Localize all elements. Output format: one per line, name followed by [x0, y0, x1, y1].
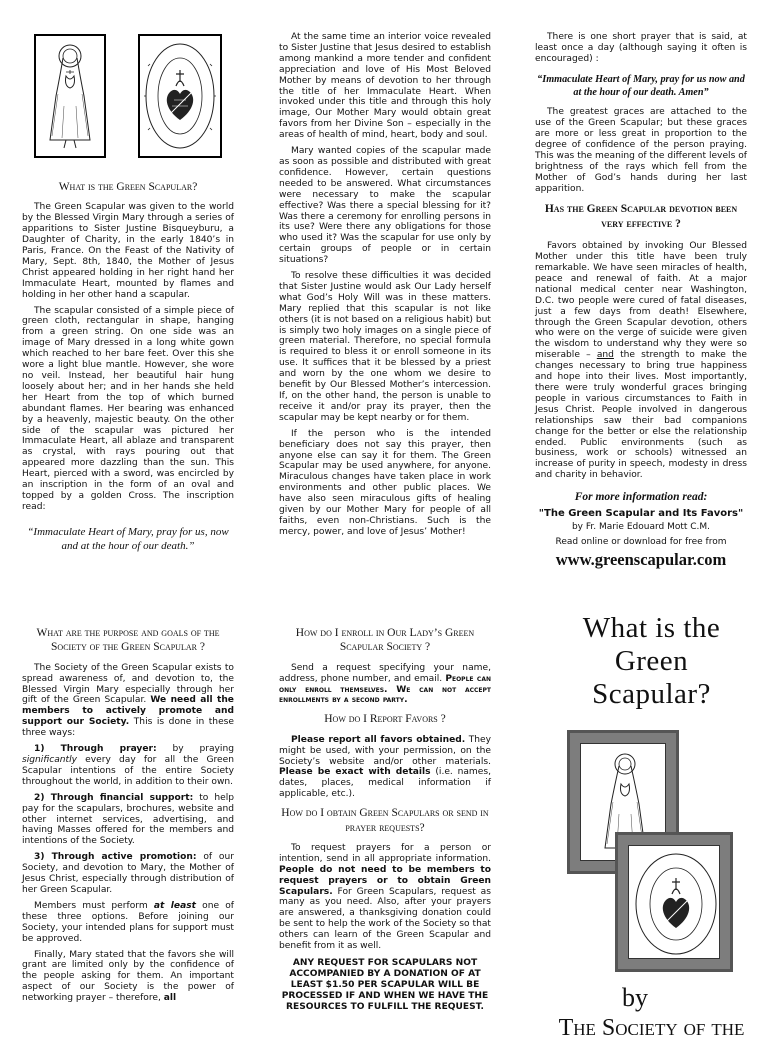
text: For Green Scapulars, request as many as you need. Also, after your prayers are answered, a thanksgiving donation could be sent to help the work of the Society so that others can learn of the Green Scapular and benefit from it as well.	[279, 886, 491, 952]
text: and	[596, 350, 614, 361]
paragraph	[22, 901, 234, 945]
prayer-quote: “Immaculate Heart of Mary, pray for us now and at the hour of our death. Amen”	[537, 73, 745, 98]
cover-title	[535, 612, 768, 710]
more-info-block	[535, 491, 747, 569]
more-info-label: For more information read:	[574, 491, 708, 504]
text: People do not need to be members to request prayers or to obtain Green Scapulars.	[279, 864, 491, 897]
panel-2	[279, 32, 491, 562]
panel-1	[22, 32, 234, 562]
text: Send a request specifying your name, address, phone number, and email.	[279, 662, 491, 684]
paragraph: The greatest graces are attached to the use of the Green Scapular; but these graces are more or less great in proportion to the degree of confidence of the person praying. This was the meaning of the different levels of brightness of the rays which fell from the Mother of God’s hands during her last apparition.	[535, 107, 747, 194]
prayer-quote: “Immaculate Heart of Mary, pray for us, now and at the hour of our death.”	[27, 525, 229, 553]
text: every day for all the Green Scapular intentions of the entire Society throughout the world, in addition to their own.	[22, 755, 234, 787]
paragraph: At the same time an interior voice revealed to Sister Justine that Jesus desired to establish among mankind a more tender and confident appreciation and love of His Most Beloved Mother by means of devotion to her through the title of her Immaculate Heart. When invoked under this title and through this holy image, Our Mother Mary would obtain great favors from her Divine Son – especially in the areas of health of mind, heart, body and soul.	[279, 32, 491, 141]
website-link[interactable]: www.greenscapular.com	[555, 549, 727, 569]
panel-3	[535, 32, 747, 569]
paragraph: If the person who is the intended beneficiary does not say this prayer, then anyone else can say it for them. The Green Scapular may be used anywhere, for anyone. Miraculous changes have taken place in work environments and other public places. We have also seen miraculous gifts of healing given by our Mother Mary for people of all faiths, even non-Christians. Such is the mercy, power, and love of Jesus’ Mother!	[279, 428, 491, 537]
text: 2) Through financial support:	[34, 792, 194, 803]
stamp-frame	[628, 845, 720, 959]
text: 3) Through active promotion:	[34, 852, 197, 863]
paragraph	[535, 241, 747, 481]
paragraph: Mary wanted copies of the scapular made as soon as possible and distributed with great confidence. However, certain questions needed to be answered. What circumstances were necessary to make the scapular effective? Was there a special blessing for it? Was there a ceremony for enrolling persons in its use? Were there any obligations for those who used it? Was the scapular for use only by certain groups of people or in certain situations?	[279, 146, 491, 266]
paragraph	[279, 735, 491, 800]
text: This is done in these three ways:	[22, 717, 235, 739]
text: Please be exact with details	[279, 767, 431, 778]
paragraph	[22, 793, 234, 848]
heart-oval-icon	[140, 36, 220, 156]
text: We need all the members to actively promote and support our Society.	[22, 695, 234, 728]
text: the strength to make the changes necessary to bring true happiness and hope into their lives. Most importantly, there were truly wonderful graces bringing people in various circumstances to Faith in Jesus Christ. People involved in dangerous relationships saw their bad companions change for the better or else the relationship ended. Public environments (such as business, work or schools) witnessed an increase of purity in speech, modesty in dress and charity in behavior.	[535, 350, 747, 481]
text: all	[163, 993, 177, 1004]
book-author: by Fr. Marie Edouard Mott C.M.	[571, 521, 711, 532]
text: at least	[153, 900, 196, 911]
heading-what-is: What is the Green Scapular?	[58, 181, 198, 193]
text: Please report all favors obtained.	[291, 734, 466, 745]
text: one of these three options. Before joining our Society, your intended plans for support must be approved.	[22, 900, 234, 944]
paragraph	[22, 950, 234, 1005]
text: Favors obtained by invoking Our Blessed Mother under this title have been truly remarkable. We have seen miracles of health, peace and renewal of faith. At a major national medical center near Washington, D.C. two people were cured of fatal diseases, just a few days from death! Elsewhere, through the Green Scapular devotion, others who were on the verge of suicide were given the wisdom to understand why they were so miserable –	[535, 241, 747, 361]
paragraph: There is one short prayer that is said, at least once a day (although saying it often is encouraged) :	[535, 32, 747, 64]
cover-society: The Society of the	[558, 1015, 745, 1041]
mary-figure-icon	[36, 36, 104, 156]
cover-by: by	[622, 983, 648, 1012]
scapular-back-stamp	[615, 832, 733, 972]
cover-title-line: Green	[614, 644, 689, 677]
book-title: "The Green Scapular and Its Favors"	[538, 507, 744, 519]
paragraph	[279, 663, 491, 707]
text: (i.e. names, dates, places, medical information if applicable, etc.).	[279, 767, 492, 800]
text: of our Society, and devotion to Mary, the Mother of Jesus Christ, especially through distribution of her Green Scapular.	[22, 852, 234, 895]
text: To request prayers for a person or intention, send in all appropriate information.	[279, 842, 491, 864]
panel-5	[279, 622, 491, 1024]
paragraph: The Green Scapular was given to the world by the Blessed Virgin Mary through a series of apparitions to Sister Justine Bisqueyburu, a Daughter of Charity, in the early 1840’s in Paris, France. On the Feast of the Nativity of Mary, Sept. 8th, 1840, the Mother of Jesus Christ appeared holding in her right hand her Immaculate Heart, mounted by flames and holding in her other hand a scapular.	[22, 202, 234, 300]
heading-enroll: How do I enroll in Our Lady’s Green Scapular Society ?	[295, 627, 475, 654]
paragraph	[279, 843, 491, 952]
heart-oval-icon	[629, 846, 723, 962]
text: Finally, Mary stated that the favors she will grant are limited only by the confidence of the people asking for them. An important aspect of our Society is the power of networking prayer – therefore,	[22, 949, 234, 1004]
cover-panel	[535, 604, 768, 1041]
paragraph: The scapular consisted of a simple piece of green cloth, rectangular in shape, hanging from a green string. On one side was an image of Mary dressed in a long white gown which reached to her bare feet. Over this she wore a light blue mantle. However, she wore no veil. Instead, her beautiful hair hung loosely about her; and in her hands she held her Heart from the top of which burned abundant flames. Her bearing was enhanced by a heavenly, majestic beauty. On the other side of the scapular was pictured her Immaculate Heart, all ablaze and transparent as crystal, with rays pouring out that appeared more dazzling than the sun. This Heart, pierced with a sword, was encircled by an inscription in the form of an oval and topped by a golden Cross. The inscription read:	[22, 305, 234, 512]
paragraph	[22, 744, 234, 788]
text: They might be used, with your permission, on the Society’s website and/or other materials.	[279, 734, 491, 767]
immaculate-heart-image	[138, 34, 222, 158]
panel-4	[22, 622, 234, 1024]
paragraph	[22, 852, 234, 896]
text: We can not accept enrollments by a second party.	[279, 684, 492, 706]
paragraph	[22, 663, 234, 739]
text: The Society of the Green Scapular exists to spread awareness of, and devotion to, the Blessed Virgin Mary especially through her gift of the Green Scapular.	[22, 662, 234, 706]
text: significantly	[22, 755, 78, 765]
read-online-label: Read online or download for free from	[555, 536, 727, 547]
text: 1) Through prayer:	[34, 744, 157, 755]
text: Members must perform	[34, 900, 154, 911]
notice: ANY REQUEST FOR SCAPULARS NOT ACCOMPANIED BY A DONATION OF AT LEAST $1.50 PER SCAPULAR WILL BE PROCESSED IF AND WHEN WE HAVE THE RESOURCES TO FULFILL THE REQUEST.	[281, 958, 489, 1012]
heading-obtain: How do I obtain Green Scapulars or send in prayer requests?	[281, 807, 489, 834]
heading-report: How do I Report Favors ?	[324, 713, 446, 726]
heading-purpose: What are the purpose and goals of the Society of the Green Scapular ?	[36, 627, 220, 654]
text: People can only enroll themselves.	[279, 673, 491, 695]
cover-title-line: Scapular?	[592, 677, 711, 710]
heading-effective: Has the Green Scapular devotion been very effective ?	[544, 203, 738, 230]
mary-image	[34, 34, 106, 158]
text: by praying	[156, 744, 234, 755]
scapular-images	[22, 32, 234, 162]
cover-title-line: What is the	[582, 612, 721, 644]
paragraph: To resolve these difficulties it was decided that Sister Justine would ask Our Lady herself what God’s Holy Will was in these matters. Mary replied that this scapular is not like others (it is not based on a religious habit) but is simply two holy images on a single piece of green material. Therefore, no special formula is required to bless it or enroll someone in its use. It suffices that it be blessed by a priest and worn by the one whom we desire to benefit by Our Blessed Mother’s intercession. If, on the other hand, the person is unable to receive it and/or pray its prayer, then the scapular may be kept nearby or for them.	[279, 271, 491, 423]
text: to help pay for the scapulars, brochures, website and other internet services, advertising, and having Masses offered for the members and intentions of the Society.	[22, 792, 234, 847]
